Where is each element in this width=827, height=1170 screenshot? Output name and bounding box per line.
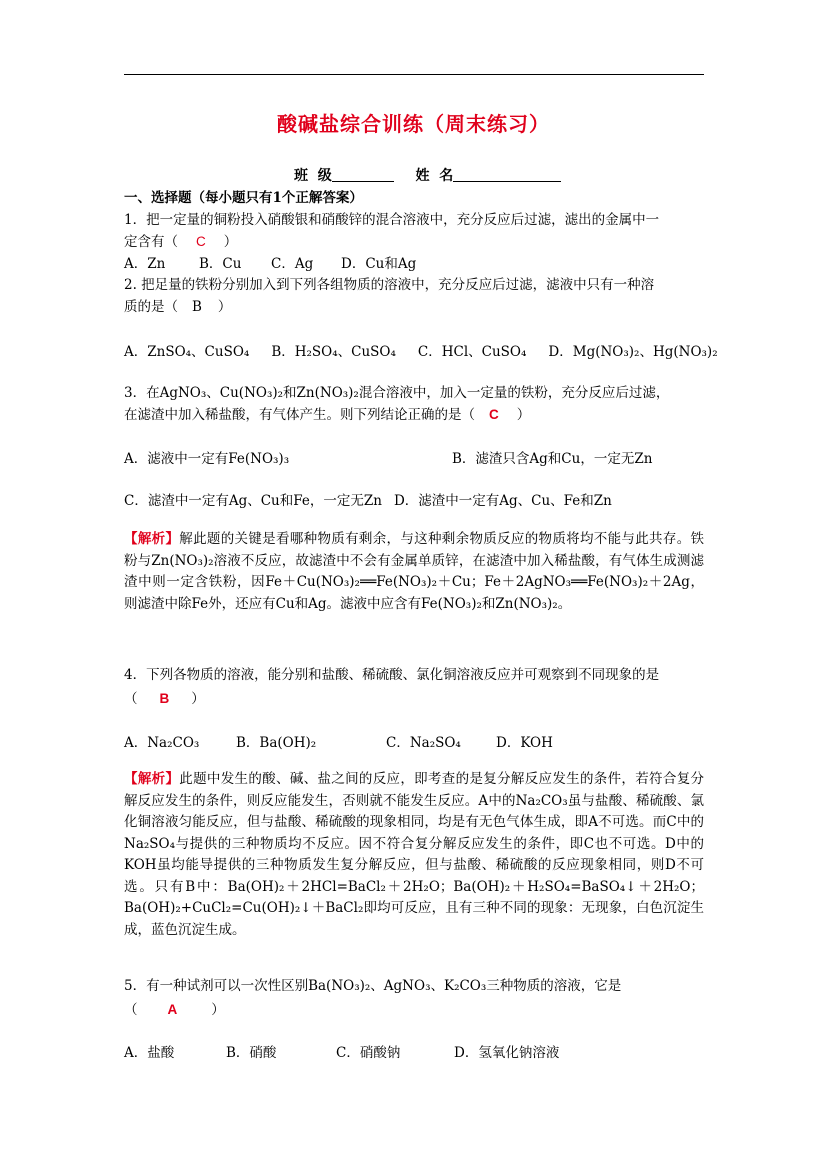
q3-close: ） [516,407,531,423]
q2-options [124,343,718,361]
q4-stem-line2 [124,690,205,708]
q3-stem: 3．在AgNO₃、Cu(NO₃)₂和Zn(NO₃)₂混合溶液中，加入一定量的铁粉，充分反应后过滤， [124,385,670,401]
q4-option-c: C．Na₂SO₄ [386,735,461,751]
q5-stem-text: （ [124,1002,138,1018]
class-label: 班 级 [294,168,332,184]
q5-options [124,1044,559,1062]
q2-stem: 2. 把足量的铁粉分别加入到下列各组物质的溶液中，充分反应后过滤，滤液中只有一种溶 [124,277,655,293]
q1-option-c: C．Ag [271,256,314,272]
q1-option-d: D．Cu和Ag [341,256,417,272]
class-blank[interactable] [332,167,394,182]
q3-options-row1 [124,450,652,468]
page-title: 酸碱盐综合训练（周末练习） [277,112,550,136]
q2-answer: B [192,299,202,315]
q1-option-a: A．Zn [124,256,166,272]
header-rule [124,74,704,75]
q3-option-b: B．滤渣只含Ag和Cu，一定无Zn [452,451,653,467]
q5-stem-line2 [124,1001,225,1019]
name-blank[interactable] [453,167,561,182]
q4-option-b: B．Ba(OH)₂ [236,735,317,751]
q5-stem: 5．有一种试剂可以一次性区别Ba(NO₃)₂、AgNO₃、K₂CO₃三种物质的溶液，它是 [124,978,622,994]
q2-stem-line2 [124,298,231,316]
name-label: 姓 名 [415,168,454,184]
q5-option-b: B．硝酸 [226,1045,277,1061]
q5-close: ） [211,1002,225,1018]
q3-option-c: C．滤渣中一定有Ag、Cu和Fe，一定无Zn [124,493,382,509]
q1-option-b: B．Cu [199,256,242,272]
q1-stem-text: 定含有（ [124,234,178,250]
analysis-q4 [124,769,704,941]
q1-answer: C [196,234,206,249]
analysis-q4-text: 此题中发生的酸、碱、盐之间的反应，即考查的是复分解反应发生的条件，若符合复分解反应发生的条件，则反应能发生，否则就不能发生反应。A中的Na₂CO₃虽与盐酸、稀硫酸、氯化铜溶液匀能反应，但与盐酸、稀硫酸的现象相同，均是有无色气体生成，即A不可选。而C中的Na₂SO₄与提供的三种物质均不反应。因不符合复分解反应发生的条件，即C也不可选。D中的KOH虽均能导提供的三种物质发生复分解反应，但与盐酸、稀硫酸的反应现象相同，则D不可选。只有B中：Ba(OH)₂＋2HCl=BaCl₂＋2H₂O；Ba(OH)₂＋H₂SO₄=BaSO₄↓＋2H₂O；Ba(OH)₂+CuCl₂=Cu(OH)₂↓＋BaCl₂即均可反应，且有三种不同的现象：无现象，白色沉淀生成，蓝色沉淀生成。 [124,771,705,938]
q3-answer: C [489,407,499,422]
q3-option-a: A．滤液中一定有Fe(NO₃)₃ [124,451,290,467]
q1-stem-line2 [124,233,237,251]
q4-stem: 4．下列各物质的溶液，能分别和盐酸、稀硫酸、氯化铜溶液反应并可观察到不同现象的是 [124,667,660,683]
q2-option-a: A．ZnSO₄、CuSO₄ [124,344,250,360]
q2-option-d: D．Mg(NO₃)₂、Hg(NO₃)₂ [548,344,718,360]
analysis-q3-label: 【解析】 [124,531,180,547]
q2-option-b: B．H₂SO₄、CuSO₄ [271,344,396,360]
q5-option-a: A．盐酸 [124,1045,175,1061]
q4-close: ） [191,691,205,707]
analysis-q3-text: 解此题的关键是看哪种物质有剩余，与这种剩余物质反应的物质将均不能与此共存。铁粉与Zn(NO₃)₂溶液不反应，故滤渣中不会有金属单质锌，在滤渣中加入稀盐酸，有气体生成测滤渣中则一定含铁粉，因Fe＋Cu(NO₃)₂══Fe(NO₃)₂＋Cu；Fe＋2AgNO₃══Fe(NO₃)₂＋2Ag，则滤渣中除Fe外，还应有Cu和Ag。滤液中应含有Fe(NO₃)₂和Zn(NO₃)₂。 [124,531,705,612]
q1-stem: 1．把一定量的铜粉投入硝酸银和硝酸锌的混合溶液中，充分反应后过滤，滤出的金属中一 [124,212,660,228]
q3-stem-line2 [124,406,530,424]
analysis-q3 [124,529,704,615]
q5-answer: A [167,1002,178,1017]
q2-option-c: C．HCl、CuSO₄ [417,344,527,360]
q3-options-row2 [124,492,612,510]
q5-option-d: D．氢氧化钠溶液 [454,1045,560,1061]
q1-options [124,255,416,273]
q2-close: ） [217,299,232,315]
q4-option-d: D．KOH [496,735,553,751]
q1-close: ） [223,234,238,250]
section-heading: 一、选择题（每小题只有1个正解答案） [124,190,363,206]
q4-options [124,734,553,752]
q3-option-d: D．滤渣中一定有Ag、Cu、Fe和Zn [393,493,612,509]
q4-stem-text: （ [124,691,138,707]
analysis-q4-label: 【解析】 [124,771,180,787]
q2-stem-text: 质的是（ [124,299,178,315]
student-info [294,167,561,185]
q5-option-c: C．硝酸钠 [336,1045,401,1061]
q3-stem-text: 在滤渣中加入稀盐酸，有气体产生。则下列结论正确的是（ [124,407,475,423]
q4-option-a: A．Na₂CO₃ [124,735,200,751]
q4-answer: B [159,691,170,706]
